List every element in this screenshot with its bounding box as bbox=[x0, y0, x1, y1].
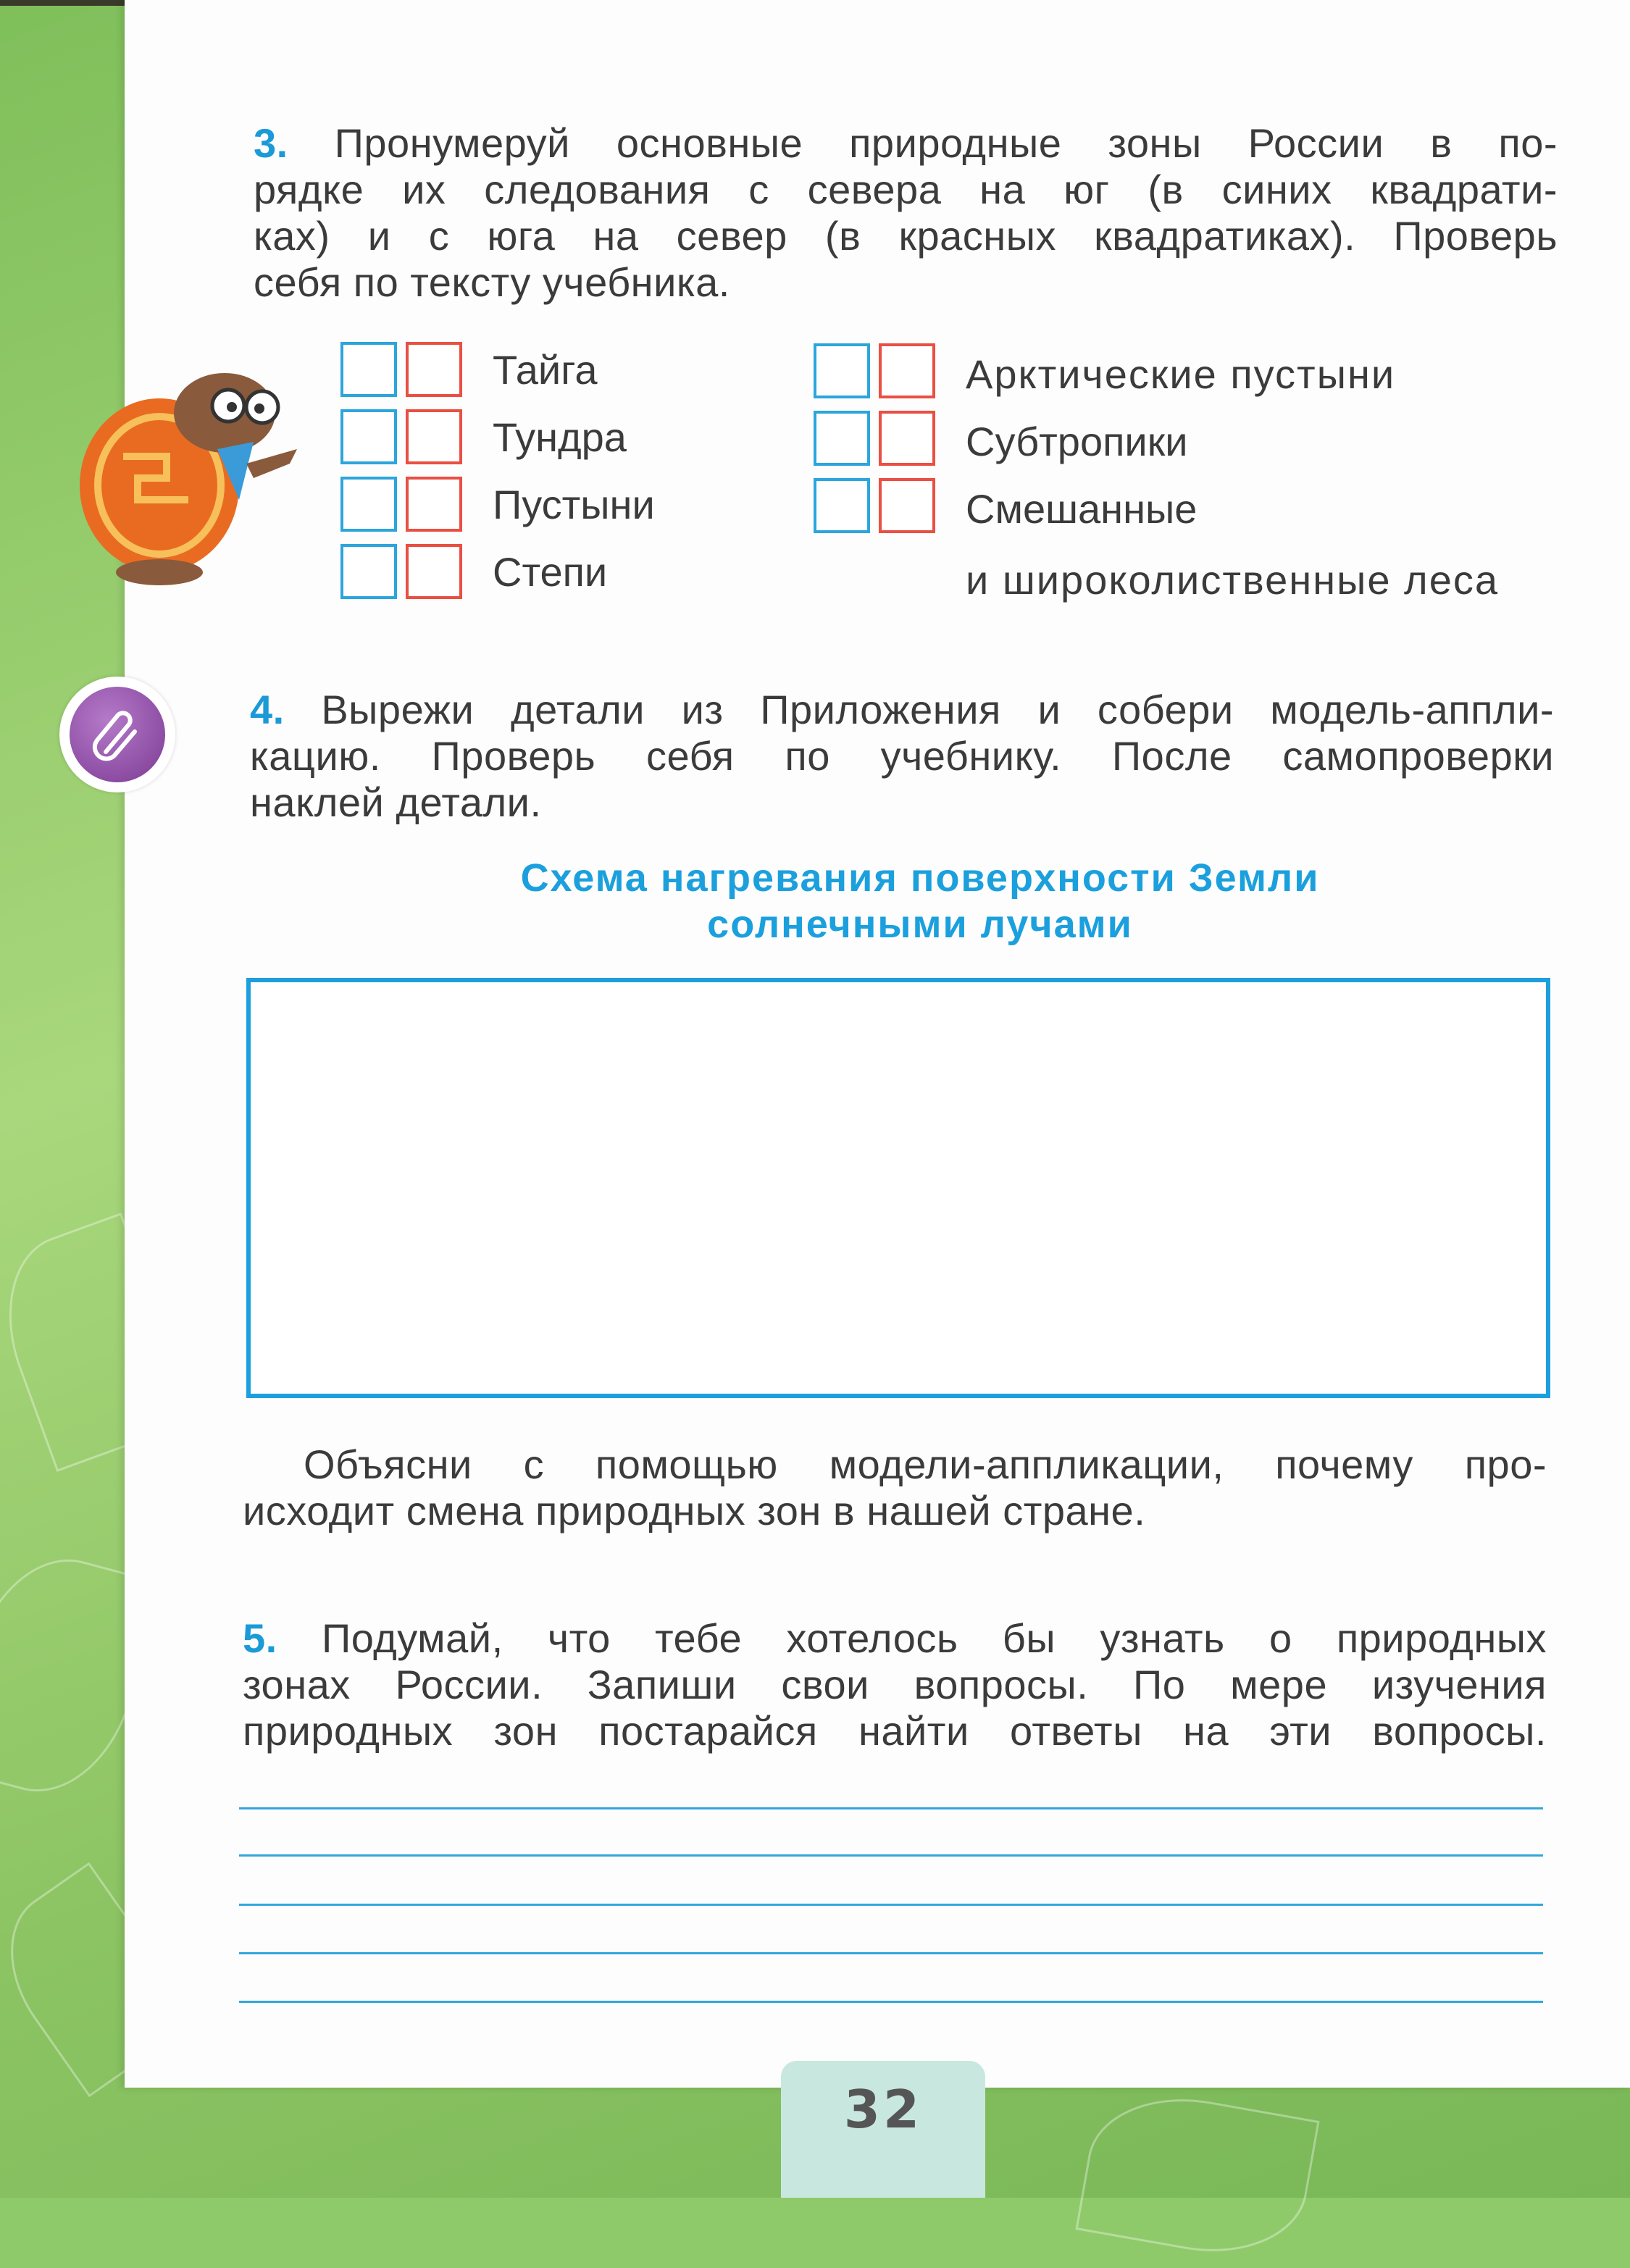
red-number-box[interactable] bbox=[406, 477, 462, 532]
checkbox-pair bbox=[814, 342, 935, 400]
paperclip-icon bbox=[84, 701, 151, 768]
explain-line: исходит смена природных зон в нашей стране. bbox=[243, 1488, 1146, 1533]
scheme-title-line: Схема нагревания поверхности Земли bbox=[520, 856, 1320, 900]
zone-label: Смешанные bbox=[966, 486, 1198, 532]
checkbox-pair bbox=[340, 408, 462, 466]
page-number: 32 bbox=[843, 2079, 923, 2140]
scheme-title bbox=[246, 855, 1594, 947]
writing-line[interactable] bbox=[239, 2001, 1543, 2003]
blue-number-box[interactable] bbox=[340, 544, 397, 599]
blue-number-box[interactable] bbox=[340, 409, 397, 464]
writing-line[interactable] bbox=[239, 1807, 1543, 1809]
writing-line[interactable] bbox=[239, 1854, 1543, 1857]
red-number-box[interactable] bbox=[406, 342, 462, 397]
task3-line: Пронумеруй основные природные зоны России в по- bbox=[334, 120, 1558, 166]
explain-line: Объясни с помощью модели-аппликации, почему про- bbox=[304, 1441, 1547, 1487]
zone-label: Степи bbox=[493, 549, 608, 595]
task5-line: зонах России. Запиши свои вопросы. По мере изучения bbox=[243, 1662, 1547, 1707]
blue-number-box[interactable] bbox=[814, 411, 870, 466]
zone-label: Тайга bbox=[493, 347, 598, 393]
task4-line: Вырежи детали из Приложения и собери модель-аппли- bbox=[321, 687, 1555, 732]
task4-line: наклей детали. bbox=[250, 779, 542, 825]
scheme-title-line: солнечными лучами bbox=[707, 903, 1133, 946]
blue-number-box[interactable] bbox=[814, 478, 870, 533]
blue-number-box[interactable] bbox=[340, 477, 397, 532]
task3-line: ках) и с юга на север (в красных квадратиках). Проверь bbox=[254, 213, 1558, 259]
checkbox-pair bbox=[340, 340, 462, 398]
red-number-box[interactable] bbox=[406, 544, 462, 599]
zone-label: Тундра bbox=[493, 414, 627, 460]
task3-number: 3. bbox=[254, 120, 288, 166]
red-number-box[interactable] bbox=[879, 411, 935, 466]
task3-text bbox=[254, 120, 1558, 306]
red-number-box[interactable] bbox=[406, 409, 462, 464]
task4-text bbox=[250, 687, 1554, 826]
task4-line: кацию. Проверь себя по учебнику. После самопроверки bbox=[250, 733, 1554, 779]
task3-line: себя по тексту учебника. bbox=[254, 259, 730, 305]
zone-label: Пустыни bbox=[493, 482, 655, 527]
writing-line[interactable] bbox=[239, 1952, 1543, 1954]
blue-number-box[interactable] bbox=[814, 343, 870, 398]
turtle-mascot-icon bbox=[72, 340, 319, 587]
checkbox-pair bbox=[814, 477, 935, 535]
task5-number: 5. bbox=[243, 1615, 277, 1661]
blue-number-box[interactable] bbox=[340, 342, 397, 397]
zone-label: и широколиственные леса bbox=[966, 557, 1500, 603]
red-number-box[interactable] bbox=[879, 343, 935, 398]
task5-line: природных зон постарайся найти ответы на эти вопросы. bbox=[243, 1708, 1547, 1754]
zone-label: Арктические пустыни bbox=[966, 351, 1396, 397]
checkbox-pair bbox=[340, 543, 462, 601]
writing-line[interactable] bbox=[239, 1904, 1543, 1906]
task5-line: Подумай, что тебе хотелось бы узнать о природных bbox=[321, 1615, 1547, 1661]
task4-number: 4. bbox=[250, 687, 285, 732]
checkbox-pair bbox=[814, 409, 935, 467]
task3-line: рядке их следования с севера на юг (в синих квадрати- bbox=[254, 167, 1558, 212]
applique-area[interactable] bbox=[246, 978, 1550, 1398]
zone-label: Субтропики bbox=[966, 419, 1188, 464]
task5-text bbox=[243, 1615, 1547, 1754]
red-number-box[interactable] bbox=[879, 478, 935, 533]
task4-explain bbox=[243, 1441, 1547, 1534]
checkbox-pair bbox=[340, 475, 462, 533]
